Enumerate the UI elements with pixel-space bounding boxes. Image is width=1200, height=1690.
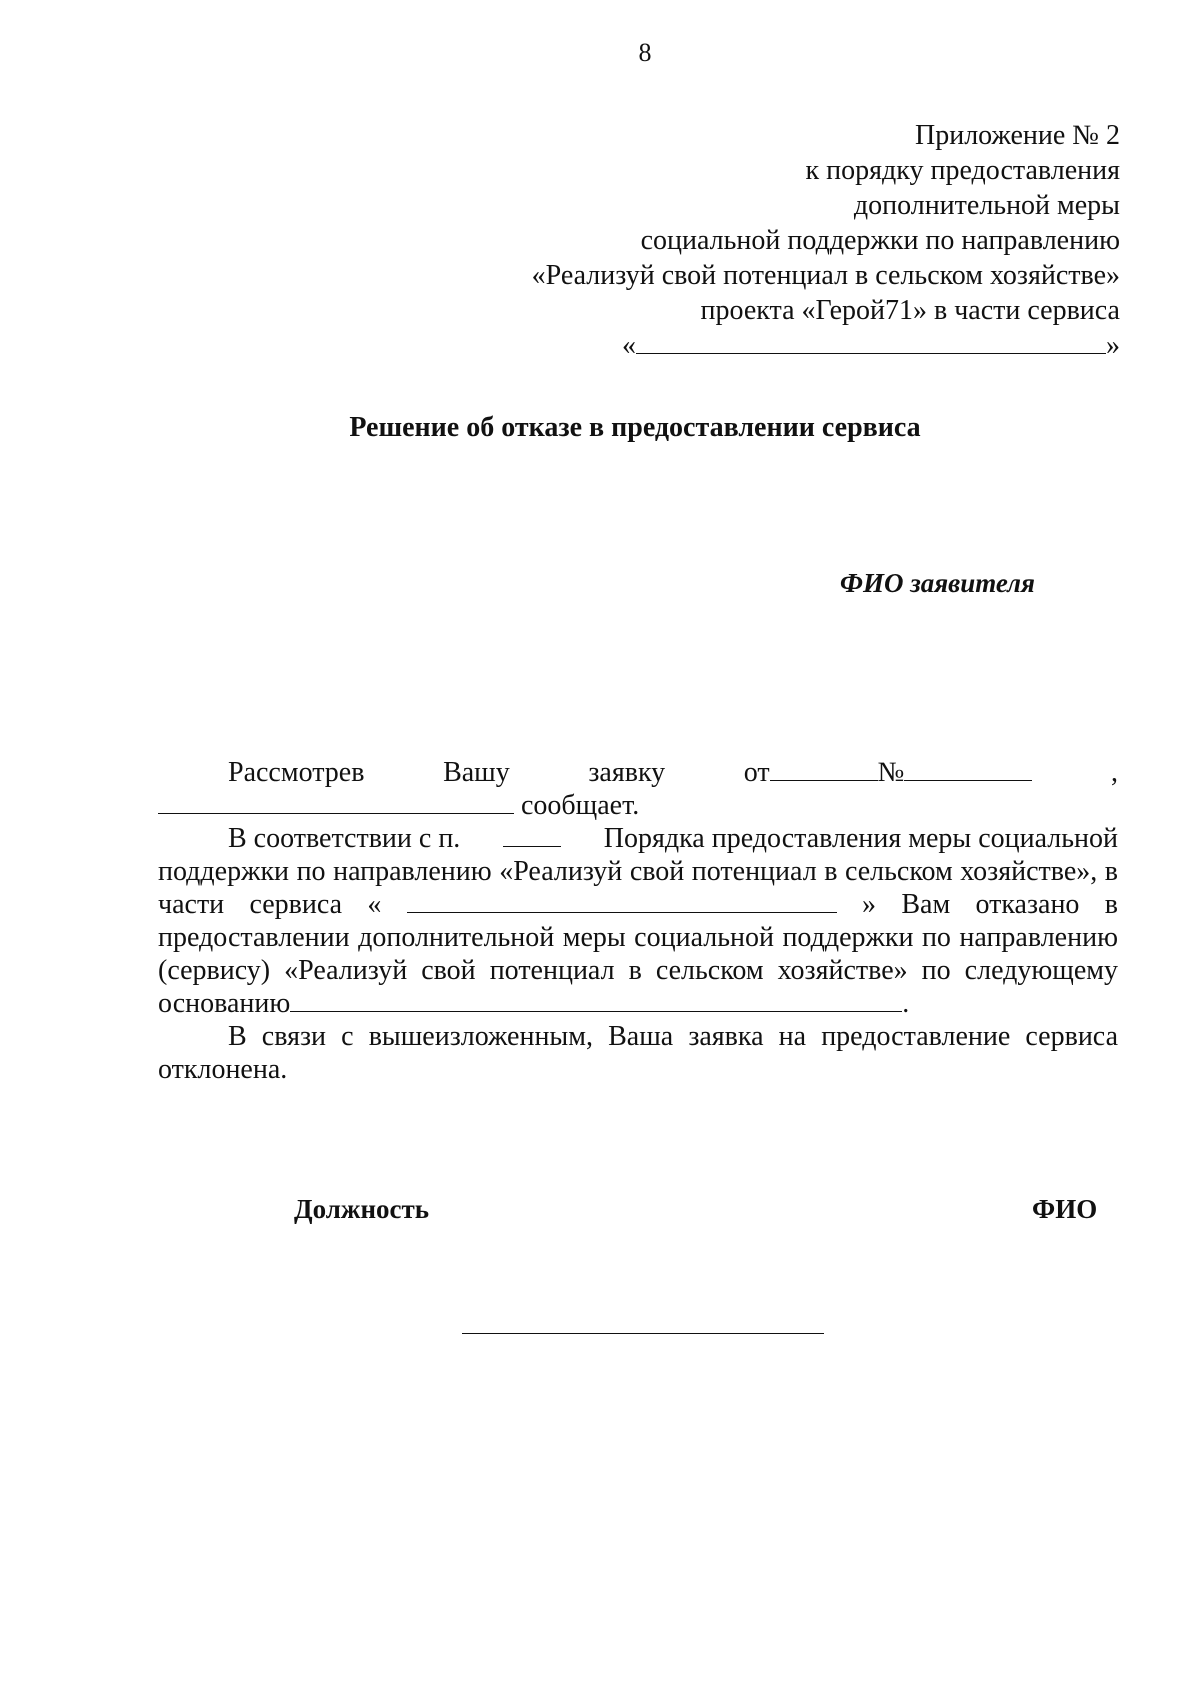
body-line: предоставлении дополнительной меры социальной поддержки по направлению	[158, 922, 1118, 953]
close-quote: »	[1106, 330, 1120, 361]
body-text-fragment: В соответствии с п.	[228, 823, 461, 854]
appendix-line: дополнительной меры	[853, 190, 1120, 221]
service-name-blank	[636, 352, 1106, 354]
reason-blank	[290, 1010, 902, 1012]
body-word: в	[1104, 889, 1118, 920]
body-line	[158, 888, 1118, 921]
organization-blank	[158, 812, 514, 814]
body-word: Рассмотрев	[228, 757, 365, 788]
body-line: отклонена.	[158, 1054, 288, 1085]
body-line	[158, 822, 1118, 855]
body-word: №	[877, 757, 905, 788]
appendix-line: Приложение № 2	[915, 120, 1120, 151]
signature-line	[462, 1333, 824, 1334]
appendix-line: социальной поддержки по направлению	[640, 225, 1120, 256]
body-word: «	[367, 889, 382, 920]
date-field	[744, 756, 1033, 789]
signatory-name-label: ФИО	[1032, 1194, 1098, 1224]
body-line: В связи с вышеизложенным, Ваша заявка на предоставление сервиса	[228, 1021, 1118, 1052]
body-word: основанию	[158, 988, 291, 1019]
body-line: поддержки по направлению «Реализуй свой потенциал в сельском хозяйстве», в	[158, 856, 1118, 887]
body-word: Вам	[901, 889, 951, 920]
body-line	[158, 789, 1118, 822]
appendix-line: к порядку предоставления	[805, 155, 1120, 186]
document-title: Решение об отказе в предоставлении сервиса	[349, 412, 921, 443]
clause-number-blank	[503, 845, 561, 847]
body-text-fragment: сообщает.	[521, 790, 640, 821]
body-word: »	[862, 889, 877, 920]
appendix-header	[360, 118, 1120, 363]
body-word: от	[743, 757, 770, 788]
body-word: сервиса	[249, 889, 343, 920]
page-number: 8	[638, 38, 652, 67]
document-body	[158, 756, 1118, 1086]
body-text-fragment: Порядка предоставления меры социальной	[603, 823, 1118, 854]
body-word: Вашу	[443, 757, 510, 788]
body-line	[158, 987, 1118, 1020]
body-word: заявку	[588, 757, 666, 788]
applicant-name-label: ФИО заявителя	[840, 568, 1035, 598]
body-line	[158, 756, 1118, 789]
body-line: (сервису) «Реализуй свой потенциал в сельском хозяйстве» по следующему	[158, 955, 1118, 986]
body-word: отказано	[975, 889, 1080, 920]
open-quote: «	[622, 330, 636, 361]
appendix-line: проекта «Герой71» в части сервиса	[700, 295, 1120, 326]
appendix-service-line	[360, 328, 1120, 363]
body-word: ,	[1111, 757, 1118, 788]
body-word: .	[902, 988, 910, 1019]
body-word: части	[158, 889, 225, 920]
signatory-position-label: Должность	[294, 1194, 430, 1224]
service-blank	[407, 911, 837, 913]
number-blank	[904, 779, 1032, 781]
date-blank	[770, 779, 878, 781]
appendix-line: «Реализуй свой потенциал в сельском хозяйстве»	[531, 260, 1120, 291]
